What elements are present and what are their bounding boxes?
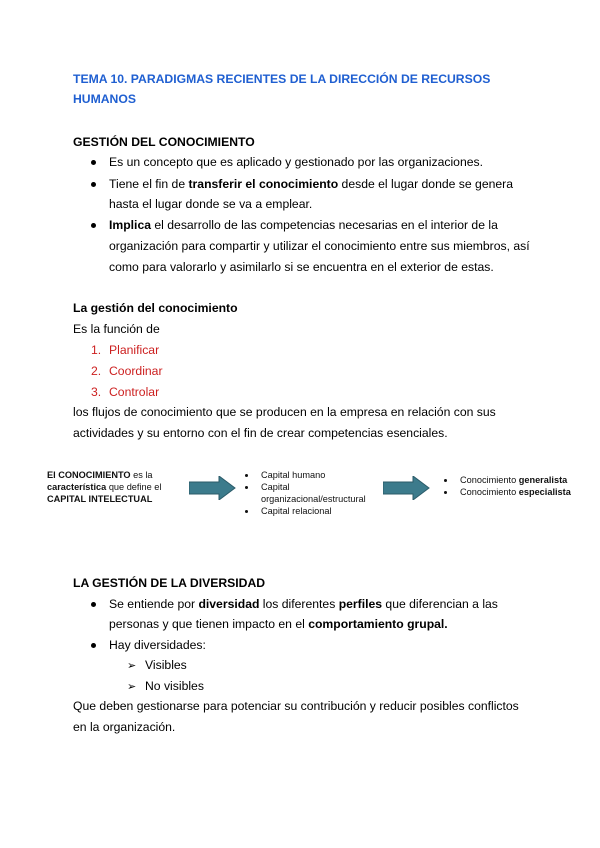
diagram-arrow-2 (383, 476, 431, 500)
gc-bullet-3-line2: organización para compartir y utilizar el conocimiento entre sus miembros, así (109, 239, 530, 253)
div-bullet-1-pre: Se entiende por (109, 597, 199, 611)
numbered-item-1-num: 1. (91, 343, 102, 357)
numbered-item-2 (91, 364, 163, 378)
numbered-item-1-text: Planificar (109, 343, 160, 357)
arrowhead-icon: ➢ (127, 680, 137, 693)
gc-bullet-3-post: el desarrollo de las competencias necesarias en el interior de la (151, 218, 498, 232)
page-title (73, 69, 490, 109)
div-sub-item-2 (127, 679, 204, 693)
numbered-item-2-text: Coordinar (109, 364, 163, 378)
diagram-right-item-2-bullet (444, 491, 447, 494)
section-heading-diversidad: LA GESTIÓN DE LA DIVERSIDAD (73, 576, 266, 590)
diagram-arrow-1-shape (189, 476, 235, 500)
div-sub-item-2-text: No visibles (145, 679, 204, 693)
diagram-left-line1-bold: El CONOCIMIENTO (47, 470, 131, 480)
gc-bullet-2-bold: transferir el conocimiento (188, 177, 339, 191)
gc-bullet-2-pre: Tiene el fin de (109, 177, 189, 191)
section-heading-gestion-conocimiento: GESTIÓN DEL CONOCIMIENTO (73, 135, 255, 149)
diagram-right-item-1 (444, 474, 571, 486)
diagram-left-line1 (47, 469, 161, 481)
diagram-left-line2 (47, 481, 161, 493)
numbered-item-1 (91, 343, 160, 357)
diagram-left-line2-post: que define el (106, 482, 162, 492)
gc-bullet-3 (109, 218, 498, 232)
subheading-la-gestion: La gestión del conocimiento (73, 301, 238, 315)
diagram-right-item-1-bold: generalista (518, 475, 568, 485)
diagram-mid-item-2 (245, 481, 366, 493)
div-bullet-1-line2-pre: personas y que tienen impacto en el (109, 617, 309, 631)
diagram-mid-item-2-bullet (245, 486, 248, 489)
diagram-left-text (47, 469, 161, 505)
gc-bullet-3-line3: como para valorarlo y asimilarlo si se encuentra en el exterior de estas. (109, 260, 494, 274)
diagram-mid-list (245, 469, 366, 517)
diagram-right-list (444, 474, 571, 498)
diagram-arrow-2-shape (383, 476, 429, 500)
diagram-left-line3: CAPITAL INTELECTUAL (47, 494, 153, 504)
diagram-mid-item-3-text: Capital relacional (261, 506, 332, 516)
numbered-item-3-num: 3. (91, 385, 102, 399)
numbered-item-3-text: Controlar (109, 385, 160, 399)
page-title-line1: TEMA 10. PARADIGMAS RECIENTES DE LA DIRECCIÓN DE RECURSOS (73, 72, 491, 86)
la-gestion-after-1: los flujos de conocimiento que se producen en la empresa en relación con sus (73, 405, 496, 419)
numbered-item-3 (91, 385, 160, 399)
div-bullet-1-bold1: diversidad (198, 597, 260, 611)
div-bullet-1-line2 (109, 617, 448, 631)
div-bullet-dot-1 (91, 602, 96, 607)
gc-bullet-2-line2: hasta el lugar donde se va a emplear. (109, 197, 313, 211)
gc-bullet-2 (109, 177, 513, 191)
diagram-right-item-2-bold: especialista (518, 487, 571, 497)
gc-bullet-2-post: desde el lugar donde se genera (338, 177, 513, 191)
diagram-right-item-2 (444, 486, 571, 498)
div-bullet-1-post: que diferencian a las (382, 597, 498, 611)
numbered-item-2-num: 2. (91, 364, 102, 378)
diagram-mid-item-1-bullet (245, 474, 248, 477)
diagram-mid-item-1-text: Capital humano (261, 470, 326, 480)
diagram-left-line2-bold: característica (47, 482, 107, 492)
div-bullet-2: Hay diversidades: (109, 638, 206, 652)
diagram-left-line1-post: es la (130, 470, 153, 480)
gc-bullet-1: Es un concepto que es aplicado y gestionado por las organizaciones. (109, 155, 483, 169)
diagram-right-item-1-bullet (444, 479, 447, 482)
diagram-arrow-1 (189, 476, 237, 500)
diagram-right-item-2-pre: Conocimiento (460, 487, 519, 497)
arrowhead-icon: ➢ (127, 659, 137, 672)
diagram-mid-item-1 (245, 469, 366, 481)
bullet-dot-3 (91, 223, 96, 228)
diagram-mid-item-2-text: Capital (261, 482, 290, 492)
diagram-right-item-1-pre: Conocimiento (460, 475, 519, 485)
la-gestion-after-2: actividades y su entorno con el fin de crear competencias esenciales. (73, 426, 448, 440)
div-bullet-1 (109, 597, 498, 611)
la-gestion-intro: Es la función de (73, 322, 160, 336)
page-title-line2: HUMANOS (73, 92, 136, 106)
diagram-mid-item-3-bullet (245, 510, 248, 513)
diversidad-after-2: en la organización. (73, 720, 176, 734)
bullet-dot-1 (91, 160, 96, 165)
diagram-mid-item-2-line2: organizacional/estructural (261, 494, 366, 504)
bullet-dot-2 (91, 182, 96, 187)
div-bullet-1-mid: los diferentes (259, 597, 339, 611)
div-bullet-1-line2-bold: comportamiento grupal. (308, 617, 448, 631)
div-sub-item-1 (127, 658, 187, 672)
div-sub-item-1-text: Visibles (145, 658, 187, 672)
div-bullet-dot-2 (91, 643, 96, 648)
diversidad-after-1: Que deben gestionarse para potenciar su contribución y reducir posibles conflictos (73, 699, 519, 713)
diagram-mid-item-3 (245, 505, 366, 517)
div-bullet-1-bold2: perfiles (338, 597, 383, 611)
gc-bullet-3-bold: Implica (109, 218, 151, 232)
